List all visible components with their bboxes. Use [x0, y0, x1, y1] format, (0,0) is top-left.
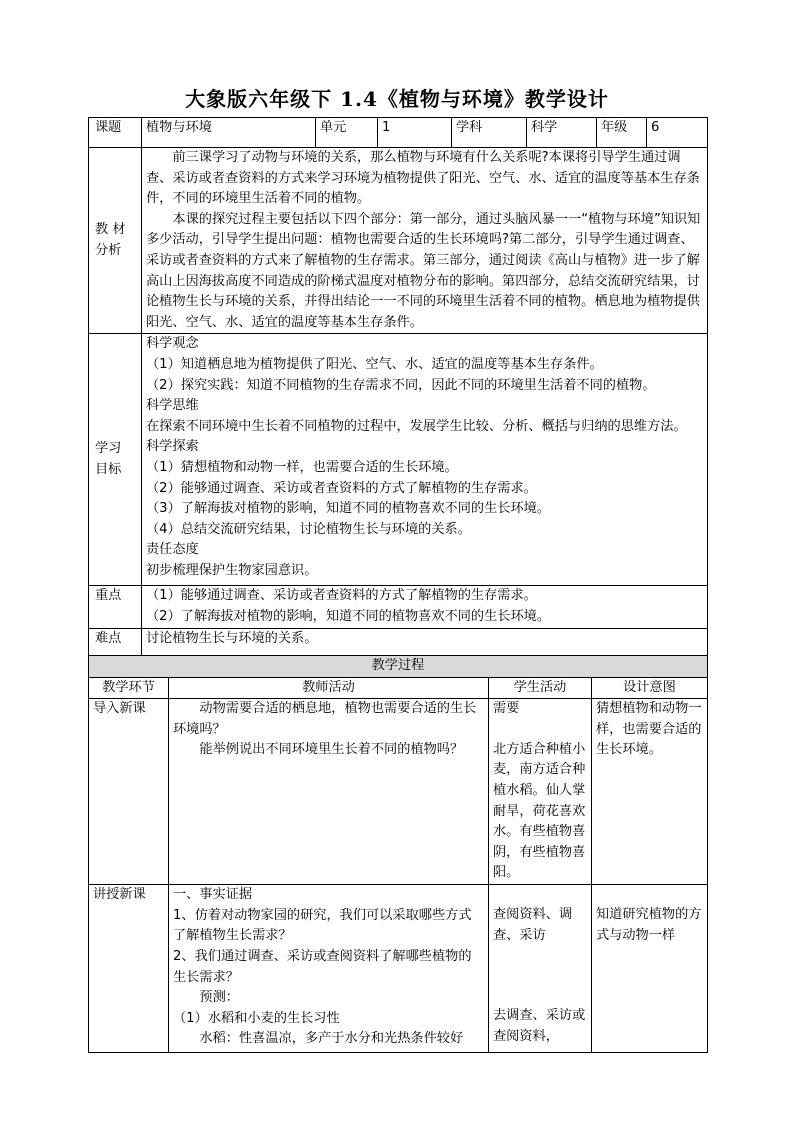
key-points-row: [89, 586, 708, 629]
analysis-paragraph: 前三课学习了动物与环境的关系，那么植物与环境有什么关系呢?本课将引导学生通过调查、采访或者查资料的方式来学习环境为植物提供了阳光、空气、水、适宜的温度等基本生存条件，不同的环境里生活着不同的植物。: [146, 150, 700, 207]
goal-line: 责任态度: [146, 542, 199, 558]
goals-row: [89, 334, 708, 586]
analysis-label: 教 材 分析: [89, 148, 142, 334]
student-line: 需要: [493, 701, 520, 717]
goals-text: [142, 334, 708, 586]
student-line: 去调查、采访或查阅资料，: [493, 1008, 586, 1044]
topic-value: 植物与环境: [142, 118, 316, 148]
process-columns-row: [89, 677, 708, 699]
teacher-line: 一、事实证据: [173, 887, 253, 903]
intro-stage: 导入新课: [89, 699, 169, 885]
intro-student: [489, 699, 592, 885]
teacher-line: 2、我们通过调查、采访或查阅资料了解哪些植物的生长需求？: [173, 948, 472, 985]
key-point-line: （1）能够通过调查、采访或者查资料的方式了解植物的生存需求。: [146, 588, 537, 604]
teacher-line: 1、仿着对动物家园的研究，我们可以采取哪些方式了解植物生长需求？: [173, 907, 472, 944]
grade-value: 6: [647, 118, 708, 148]
goal-line: 科学探索: [146, 439, 199, 455]
analysis-row: [89, 148, 708, 334]
subject-value: 科学: [527, 118, 597, 148]
goals-label: 学习 目标: [89, 334, 142, 586]
key-points-label: 重点: [89, 586, 142, 629]
grade-label: 年级: [597, 118, 647, 148]
student-line: 北方适合种植小麦，南方适合种植水稻。仙人掌耐旱，荷花喜欢水。有些植物喜阴，有些植物喜阳。: [493, 741, 586, 881]
difficulty-label: 难点: [89, 629, 142, 656]
process-header-row: [89, 656, 708, 678]
intro-intent: 猜想植物和动物一样，也需要合适的生长环境。: [592, 699, 708, 885]
goal-line: （1）猜想植物和动物一样，也需要合适的生长环境。: [146, 459, 458, 475]
goal-line: 科学观念: [146, 336, 199, 352]
document-title: 大象版六年级下 1.4《植物与环境》教学设计: [185, 87, 609, 111]
analysis-paragraph: 本课的探究过程主要包括以下四个部分：第一部分，通过头脑风暴一一“植物与环境”知识知多少活动，引导学生提出问题：植物也需要合适的生长环境吗?第二部分，引导学生通过调查、采访或者查资料的方式来了解植物的生存需求。第三部分，通过阅读《高山与植物》进一步了解高山上因海拔高度不同造成的阶梯式温度对植物分布的影响。第四部分，总结交流研究结果，讨论植物生长与环境的关系，并得出结论一一不同的环境里生活着不同的植物。栖息地为植物提供阳光、空气、水、适宜的温度等基本生存条件。: [146, 211, 701, 330]
goal-line: 科学思维: [146, 398, 199, 414]
column-header-teacher: 教师活动: [169, 677, 489, 699]
column-header-stage: 教学环节: [89, 677, 169, 699]
lecture-teacher: [169, 885, 489, 1053]
goal-line: （3）了解海拔对植物的影响，知道不同的植物喜欢不同的生长环境。: [146, 501, 551, 517]
difficulty-row: [89, 629, 708, 656]
column-header-student: 学生活动: [489, 677, 592, 699]
lecture-intent: 知道研究植物的方式与动物一样: [592, 885, 708, 1053]
lesson-info-table: [88, 117, 708, 656]
unit-label: 单元: [316, 118, 378, 148]
goal-line: 初步梳理保护生物家园意识。: [146, 562, 318, 578]
info-row: [89, 118, 708, 148]
topic-label: 课题: [89, 118, 142, 148]
teacher-line: 预测：: [199, 990, 239, 1006]
process-header: 教学过程: [89, 656, 708, 678]
goal-line: （2）能够通过调查、采访或者查资料的方式了解植物的生存需求。: [146, 480, 537, 496]
goal-line: 在探索不同环境中生长着不同植物的过程中，发展学生比较、分析、概括与归纳的思维方法。: [146, 418, 687, 434]
lecture-stage: 讲授新课: [89, 885, 169, 1053]
difficulty-text: 讨论植物生长与环境的关系。: [142, 629, 708, 656]
teacher-line: （1）水稻和小麦的生长习性: [173, 1010, 340, 1026]
student-line: 查阅资料、调查、采访: [493, 907, 573, 943]
key-point-line: （2）了解海拔对植物的影响，知道不同的植物喜欢不同的生长环境。: [146, 608, 551, 624]
column-header-intent: 设计意图: [592, 677, 708, 699]
teaching-process-table: [88, 655, 708, 1053]
intro-teacher: [169, 699, 489, 885]
teacher-line: 动物需要合适的栖息地，植物也需要合适的生长环境吗？: [173, 701, 477, 737]
analysis-text: [142, 148, 708, 334]
key-points-text: [142, 586, 708, 629]
lecture-student: [489, 885, 592, 1053]
lecture-row: [89, 885, 708, 1053]
subject-label: 学科: [452, 118, 527, 148]
teacher-line: 能举例说出不同环境里生长着不同的植物吗？: [199, 742, 464, 758]
goal-line: （2）探究实践：知道不同植物的生存需求不同，因此不同的环境里生活着不同的植物。: [146, 377, 656, 393]
unit-value: 1: [378, 118, 452, 148]
goal-line: （1）知道栖息地为植物提供了阳光、空气、水、适宜的温度等基本生存条件。: [146, 356, 603, 372]
intro-row: [89, 699, 708, 885]
goal-line: （4）总结交流研究结果，讨论植物生长与环境的关系。: [146, 521, 471, 537]
teacher-line: 水稻：性喜温凉，多产于水分和光热条件较好: [199, 1031, 464, 1047]
